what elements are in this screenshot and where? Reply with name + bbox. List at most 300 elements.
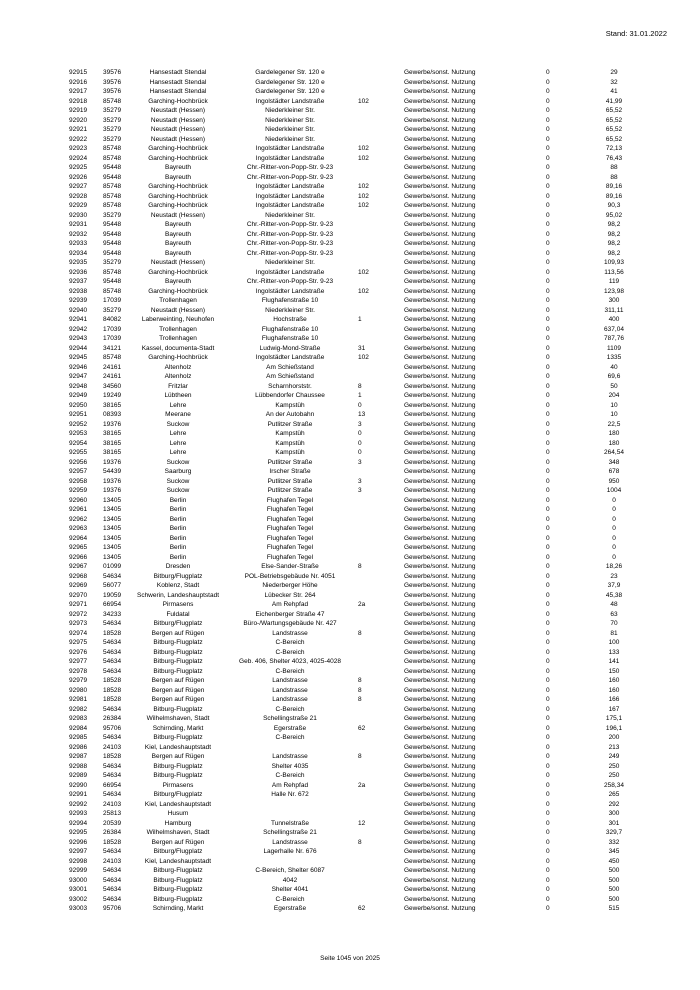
- flag-value: 0: [546, 753, 550, 760]
- city: Suckow: [166, 458, 190, 466]
- street: Niederkleiner Str.: [265, 211, 315, 219]
- stand-date: Stand: 31.01.2022: [605, 29, 667, 38]
- house-number: 3: [358, 458, 362, 466]
- street: Eichenberger Straße 47: [255, 610, 325, 618]
- flag-value: 0: [546, 392, 550, 399]
- usage-type: Gewerbe/sonst. Nutzung: [404, 211, 476, 219]
- postal-code: 17039: [103, 335, 122, 342]
- usage-type: Gewerbe/sonst. Nutzung: [404, 278, 476, 285]
- usage-type: Gewerbe/sonst. Nutzung: [404, 829, 476, 836]
- usage-type: Gewerbe/sonst. Nutzung: [404, 107, 476, 114]
- area-value: 787,76: [604, 335, 624, 342]
- flag-value: 0: [546, 658, 550, 665]
- flag-value: 0: [546, 572, 550, 580]
- city: Bitburg/Flugplatz: [153, 620, 203, 627]
- row-id: 92923: [69, 145, 88, 152]
- flag-value: 0: [546, 316, 550, 323]
- flag-value: 0: [546, 819, 550, 827]
- city: Bitburg-Flugplatz: [153, 876, 203, 884]
- street: Tunnelstraße: [270, 819, 310, 827]
- city: Neustadt (Hessen): [150, 211, 206, 219]
- usage-type: Gewerbe/sonst. Nutzung: [404, 876, 476, 884]
- row-id: 92917: [69, 88, 88, 95]
- house-number: 0: [358, 430, 362, 437]
- postal-code: 54634: [103, 667, 122, 675]
- street: Chr.-Ritter-von-Popp-Str. 9-23: [246, 278, 334, 285]
- area-value: 150: [608, 667, 620, 675]
- flag-value: 0: [546, 69, 550, 76]
- usage-type: Gewerbe/sonst. Nutzung: [404, 325, 476, 333]
- table-row: [0, 315, 700, 325]
- street: C-Bereich: [275, 772, 305, 779]
- postal-code: 18528: [103, 686, 122, 694]
- postal-code: 38165: [103, 430, 122, 437]
- street: Egerstraße: [273, 905, 307, 912]
- table-row: [0, 762, 700, 772]
- row-id: 92946: [69, 363, 88, 371]
- street: Landstrasse: [272, 686, 308, 694]
- row-id: 92966: [69, 553, 88, 561]
- row-id: 92931: [69, 221, 88, 228]
- postal-code: 38165: [103, 401, 122, 409]
- table-row: [0, 714, 700, 724]
- table-row: [0, 410, 700, 420]
- city: Suckow: [166, 420, 190, 428]
- postal-code: 34560: [103, 382, 122, 390]
- row-id: 92950: [69, 401, 88, 409]
- city: Pirmasens: [162, 601, 194, 608]
- usage-type: Gewerbe/sonst. Nutzung: [404, 734, 476, 741]
- area-value: 81: [610, 629, 618, 637]
- street: Ingolstädter Landstraße: [255, 354, 325, 361]
- flag-value: 0: [546, 686, 550, 694]
- city: Neustadt (Hessen): [150, 107, 206, 114]
- flag-value: 0: [546, 553, 550, 561]
- usage-type: Gewerbe/sonst. Nutzung: [404, 496, 476, 504]
- table-row: [0, 610, 700, 620]
- postal-code: 85748: [103, 154, 122, 162]
- street: C-Bereich: [275, 705, 305, 713]
- usage-type: Gewerbe/sonst. Nutzung: [404, 335, 476, 342]
- postal-code: 13405: [103, 496, 122, 504]
- postal-code: 54634: [103, 876, 122, 884]
- street: Ingolstädter Landstraße: [255, 145, 325, 152]
- usage-type: Gewerbe/sonst. Nutzung: [404, 192, 476, 200]
- row-id: 92916: [69, 78, 88, 86]
- postal-code: 54634: [103, 791, 122, 798]
- table-row: [0, 363, 700, 373]
- page-footer: Seite 1045 von 2025: [320, 955, 380, 962]
- usage-type: Gewerbe/sonst. Nutzung: [404, 563, 476, 570]
- row-id: 92961: [69, 506, 88, 513]
- postal-code: 66954: [103, 601, 122, 608]
- usage-type: Gewerbe/sonst. Nutzung: [404, 895, 476, 903]
- table-row: [0, 496, 700, 506]
- flag-value: 0: [546, 145, 550, 152]
- row-id: 92919: [69, 107, 88, 114]
- house-number: 8: [358, 677, 362, 684]
- flag-value: 0: [546, 107, 550, 114]
- street: Am Schießstand: [266, 363, 314, 371]
- city: Berlin: [169, 553, 187, 561]
- street: Niederkleiner Str.: [265, 116, 315, 124]
- house-number: 3: [358, 487, 362, 494]
- row-id: 92956: [69, 458, 88, 466]
- usage-type: Gewerbe/sonst. Nutzung: [404, 534, 476, 542]
- usage-type: Gewerbe/sonst. Nutzung: [404, 867, 476, 874]
- postal-code: 54634: [103, 705, 122, 713]
- street: Chr.-Ritter-von-Popp-Str. 9-23: [246, 221, 334, 228]
- area-value: 500: [608, 886, 620, 893]
- street: C-Bereich: [275, 648, 305, 656]
- area-value: 88: [610, 164, 618, 171]
- table-row: [0, 895, 700, 905]
- city: Wilhelmshaven, Stadt: [146, 715, 210, 722]
- street: Niederkleiner Str.: [265, 107, 315, 114]
- area-value: 69,6: [607, 373, 621, 380]
- area-value: 301: [608, 819, 620, 827]
- table-row: [0, 743, 700, 753]
- city: Bitburg/Flugplatz: [153, 791, 203, 798]
- area-value: 95,02: [605, 211, 623, 219]
- postal-code: 20539: [103, 819, 122, 827]
- city: Bayreuth: [164, 240, 192, 247]
- city: Hansestadt Stendal: [149, 69, 207, 76]
- table-row: [0, 106, 700, 116]
- house-number: 8: [358, 629, 362, 637]
- flag-value: 0: [546, 458, 550, 466]
- area-value: 160: [608, 686, 620, 694]
- usage-type: Gewerbe/sonst. Nutzung: [404, 78, 476, 86]
- area-value: 109,93: [604, 259, 624, 266]
- usage-type: Gewerbe/sonst. Nutzung: [404, 240, 476, 247]
- row-id: 92991: [69, 791, 88, 798]
- street: Flughafen Tegel: [266, 506, 314, 513]
- area-value: 133: [608, 648, 620, 656]
- flag-value: 0: [546, 743, 550, 751]
- usage-type: Gewerbe/sonst. Nutzung: [404, 164, 476, 171]
- street: Egerstraße: [273, 724, 307, 732]
- table-row: [0, 458, 700, 468]
- area-value: 332: [608, 838, 620, 846]
- flag-value: 0: [546, 867, 550, 874]
- table-row: [0, 515, 700, 525]
- row-id: 92963: [69, 525, 88, 532]
- flag-value: 0: [546, 639, 550, 646]
- usage-type: Gewerbe/sonst. Nutzung: [404, 506, 476, 513]
- city: Trollenhagen: [159, 297, 197, 304]
- street: Kampstüh: [275, 449, 305, 456]
- postal-code: 54634: [103, 734, 122, 741]
- area-value: 23: [610, 572, 618, 580]
- flag-value: 0: [546, 221, 550, 228]
- usage-type: Gewerbe/sonst. Nutzung: [404, 905, 476, 912]
- table-row: [0, 648, 700, 658]
- city: Bayreuth: [164, 249, 192, 257]
- flag-value: 0: [546, 192, 550, 200]
- row-id: 92947: [69, 373, 88, 380]
- row-id: 92926: [69, 173, 88, 181]
- table-row: [0, 600, 700, 610]
- postal-code: 35279: [103, 211, 122, 219]
- table-row: [0, 211, 700, 221]
- house-number: 1: [358, 392, 362, 399]
- table-row: [0, 325, 700, 335]
- city: Schirnding, Markt: [152, 724, 204, 732]
- flag-value: 0: [546, 724, 550, 732]
- row-id: 92930: [69, 211, 88, 219]
- table-row: [0, 258, 700, 268]
- postal-code: 54634: [103, 620, 122, 627]
- table-row: [0, 657, 700, 667]
- city: Bayreuth: [164, 164, 192, 171]
- row-id: 92928: [69, 192, 88, 200]
- city: Koblenz, Stadt: [156, 582, 200, 589]
- table-row: [0, 562, 700, 572]
- row-id: 92922: [69, 135, 88, 143]
- house-number: 102: [358, 202, 369, 209]
- row-id: 92940: [69, 306, 88, 314]
- city: Bayreuth: [164, 278, 192, 285]
- city: Bitburg-Flugplatz: [153, 667, 203, 675]
- postal-code: 95706: [103, 905, 122, 912]
- street: Geb. 406, Shelter 4023, 4025-4028: [239, 658, 341, 665]
- table-row: [0, 790, 700, 800]
- usage-type: Gewerbe/sonst. Nutzung: [404, 648, 476, 656]
- area-value: 29: [610, 69, 618, 76]
- flag-value: 0: [546, 78, 550, 86]
- row-id: 92915: [69, 69, 88, 76]
- flag-value: 0: [546, 544, 550, 551]
- house-number: 3: [358, 477, 362, 485]
- city: Fritzlar: [168, 382, 188, 390]
- usage-type: Gewerbe/sonst. Nutzung: [404, 886, 476, 893]
- postal-code: 54634: [103, 572, 122, 580]
- street: Lübecker Str. 264: [264, 591, 316, 599]
- street: Niederkleiner Str.: [265, 259, 315, 266]
- house-number: 102: [358, 354, 369, 361]
- usage-type: Gewerbe/sonst. Nutzung: [404, 69, 476, 76]
- city: Bitburg/Flugplatz: [153, 848, 203, 855]
- usage-type: Gewerbe/sonst. Nutzung: [404, 544, 476, 551]
- usage-type: Gewerbe/sonst. Nutzung: [404, 439, 476, 447]
- usage-type: Gewerbe/sonst. Nutzung: [404, 848, 476, 855]
- area-value: 0: [612, 506, 616, 513]
- area-value: 500: [608, 867, 620, 874]
- usage-type: Gewerbe/sonst. Nutzung: [404, 354, 476, 361]
- table-row: [0, 429, 700, 439]
- postal-code: 13405: [103, 544, 122, 551]
- postal-code: 34121: [103, 344, 122, 352]
- postal-code: 85748: [103, 183, 122, 190]
- row-id: 92953: [69, 430, 88, 437]
- city: Garching-Hochbrück: [148, 287, 208, 295]
- row-id: 92943: [69, 335, 88, 342]
- usage-type: Gewerbe/sonst. Nutzung: [404, 344, 476, 352]
- postal-code: 38165: [103, 439, 122, 447]
- city: Bergen auf Rügen: [151, 838, 205, 846]
- row-id: 92995: [69, 829, 88, 836]
- table-row: [0, 724, 700, 734]
- city: Bergen auf Rügen: [151, 629, 205, 637]
- usage-type: Gewerbe/sonst. Nutzung: [404, 126, 476, 133]
- postal-code: 18528: [103, 838, 122, 846]
- table-row: [0, 239, 700, 249]
- table-row: [0, 78, 700, 88]
- area-value: 1004: [606, 487, 622, 494]
- row-id: 92979: [69, 677, 88, 684]
- usage-type: Gewerbe/sonst. Nutzung: [404, 430, 476, 437]
- area-value: 98,2: [607, 221, 621, 228]
- postal-code: 13405: [103, 515, 122, 523]
- area-value: 0: [612, 515, 616, 523]
- usage-type: Gewerbe/sonst. Nutzung: [404, 487, 476, 494]
- table-row: [0, 125, 700, 135]
- street: C-Bereich: [275, 895, 305, 903]
- table-row: [0, 876, 700, 886]
- postal-code: 39576: [103, 88, 122, 95]
- usage-type: Gewerbe/sonst. Nutzung: [404, 610, 476, 618]
- postal-code: 85748: [103, 354, 122, 361]
- table-row: [0, 220, 700, 230]
- house-number: 62: [358, 724, 366, 732]
- city: Schwerin, Landeshauptstadt: [136, 591, 220, 599]
- usage-type: Gewerbe/sonst. Nutzung: [404, 572, 476, 580]
- postal-code: 18528: [103, 696, 122, 703]
- street: Schellingstraße 21: [263, 715, 317, 722]
- street: Putlitzer Straße: [267, 458, 313, 466]
- street: POL-Betriebsgebäude Nr. 4051: [244, 572, 336, 580]
- table-row: [0, 667, 700, 677]
- postal-code: 85748: [103, 287, 122, 295]
- postal-code: 19249: [103, 392, 122, 399]
- row-id: 92948: [69, 382, 88, 390]
- table-row: [0, 543, 700, 553]
- postal-code: 95448: [103, 240, 122, 247]
- row-id: 92990: [69, 781, 88, 789]
- row-id: 92997: [69, 848, 88, 855]
- table-row: [0, 904, 700, 914]
- area-value: 196,1: [605, 724, 623, 732]
- flag-value: 0: [546, 857, 550, 865]
- row-id: 92936: [69, 268, 88, 276]
- area-value: 249: [608, 753, 620, 760]
- flag-value: 0: [546, 335, 550, 342]
- usage-type: Gewerbe/sonst. Nutzung: [404, 677, 476, 684]
- usage-type: Gewerbe/sonst. Nutzung: [404, 515, 476, 523]
- postal-code: 95448: [103, 173, 122, 181]
- table-row: [0, 249, 700, 259]
- flag-value: 0: [546, 411, 550, 418]
- street: Niederkleiner Str.: [265, 135, 315, 143]
- city: Laberweinting, Neuhofen: [141, 316, 215, 323]
- table-row: [0, 420, 700, 430]
- house-number: 3: [358, 420, 362, 428]
- area-value: 1109: [607, 344, 621, 352]
- city: Trollenhagen: [159, 335, 197, 342]
- city: Berlin: [169, 496, 187, 504]
- city: Neustadt (Hessen): [150, 126, 206, 133]
- usage-type: Gewerbe/sonst. Nutzung: [404, 116, 476, 124]
- postal-code: 56077: [103, 582, 122, 589]
- area-value: 166: [608, 696, 620, 703]
- flag-value: 0: [546, 116, 550, 124]
- street: Lagerhalle Nr. 676: [263, 848, 317, 855]
- city: Berlin: [169, 544, 187, 551]
- street: Niederberger Höhe: [262, 582, 318, 589]
- table-row: [0, 781, 700, 791]
- flag-value: 0: [546, 791, 550, 798]
- street: Shelter 4035: [271, 762, 309, 770]
- flag-value: 0: [546, 154, 550, 162]
- table-row: [0, 344, 700, 354]
- area-value: 637,04: [604, 325, 624, 333]
- city: Meerane: [165, 411, 191, 418]
- postal-code: 95706: [103, 724, 122, 732]
- street: Flughafen Tegel: [266, 496, 314, 504]
- flag-value: 0: [546, 848, 550, 855]
- row-id: 92935: [69, 259, 88, 266]
- street: Ingolstädter Landstraße: [255, 202, 325, 209]
- flag-value: 0: [546, 430, 550, 437]
- postal-code: 24103: [103, 743, 122, 751]
- usage-type: Gewerbe/sonst. Nutzung: [404, 230, 476, 238]
- row-id: 92970: [69, 591, 88, 599]
- table-row: [0, 686, 700, 696]
- house-number: 31: [358, 344, 366, 352]
- usage-type: Gewerbe/sonst. Nutzung: [404, 582, 476, 589]
- flag-value: 0: [546, 810, 550, 817]
- area-value: 98,2: [607, 249, 621, 257]
- city: Berlin: [169, 525, 187, 532]
- city: Hansestadt Stendal: [149, 78, 207, 86]
- city: Garching-Hochbrück: [148, 183, 208, 190]
- usage-type: Gewerbe/sonst. Nutzung: [404, 173, 476, 181]
- postal-code: 24103: [103, 800, 122, 808]
- flag-value: 0: [546, 287, 550, 295]
- area-value: 70: [610, 620, 618, 627]
- area-value: 175,1: [605, 715, 623, 722]
- row-id: 92959: [69, 487, 88, 494]
- row-id: 92975: [69, 639, 88, 646]
- postal-code: 95448: [103, 221, 122, 228]
- usage-type: Gewerbe/sonst. Nutzung: [404, 97, 476, 105]
- city: Neustadt (Hessen): [150, 135, 206, 143]
- city: Garching-Hochbrück: [148, 97, 208, 105]
- house-number: 13: [358, 411, 366, 418]
- flag-value: 0: [546, 373, 550, 380]
- row-id: 92996: [69, 838, 88, 846]
- area-value: 160: [608, 677, 620, 684]
- postal-code: 95448: [103, 278, 122, 285]
- usage-type: Gewerbe/sonst. Nutzung: [404, 183, 476, 190]
- area-value: 311,11: [604, 306, 624, 314]
- city: Berlin: [169, 515, 187, 523]
- flag-value: 0: [546, 620, 550, 627]
- row-id: 92944: [69, 344, 88, 352]
- table-row: [0, 838, 700, 848]
- flag-value: 0: [546, 705, 550, 713]
- usage-type: Gewerbe/sonst. Nutzung: [404, 696, 476, 703]
- postal-code: 19376: [103, 458, 122, 466]
- postal-code: 24103: [103, 857, 122, 865]
- table-row: [0, 534, 700, 544]
- city: Neustadt (Hessen): [150, 306, 206, 314]
- street: Putlitzer Straße: [267, 487, 313, 494]
- usage-type: Gewerbe/sonst. Nutzung: [404, 306, 476, 314]
- table-row: [0, 382, 700, 392]
- area-value: 180: [608, 439, 620, 447]
